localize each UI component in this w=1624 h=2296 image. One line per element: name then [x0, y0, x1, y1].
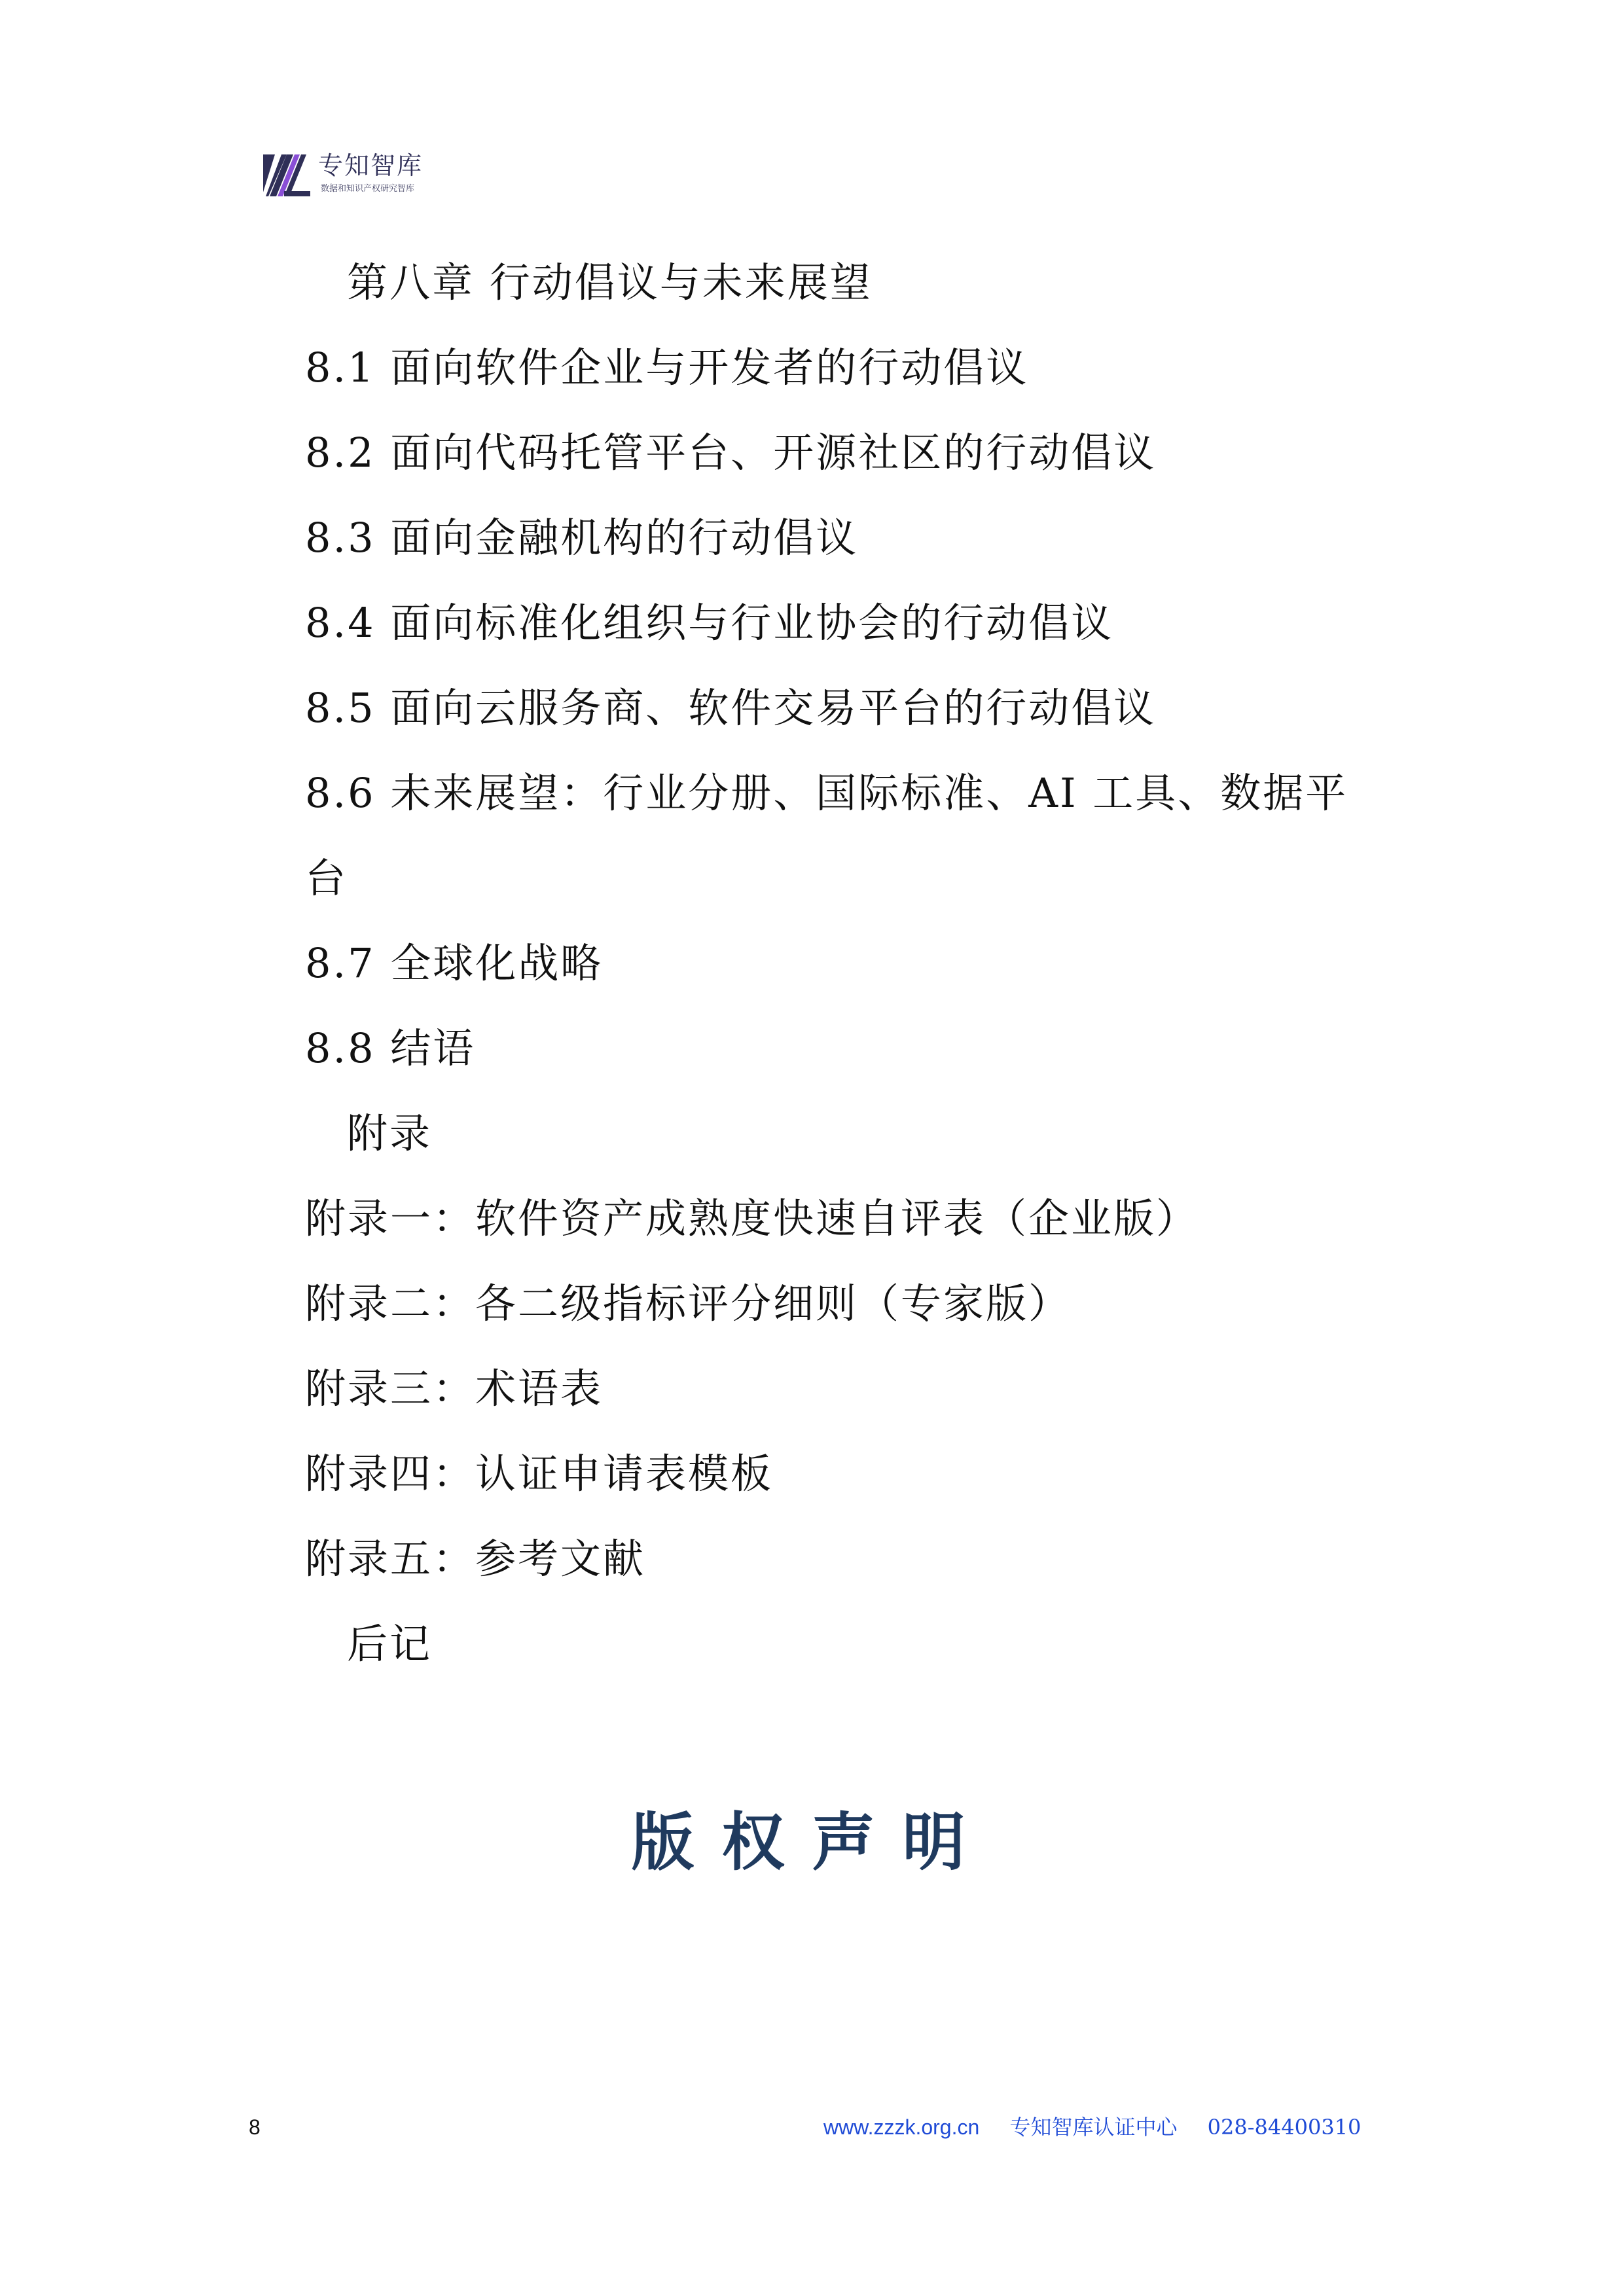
- toc-item-8-6-continuation: 台: [305, 854, 348, 902]
- toc-item-8-1: 8.1 面向软件企业与开发者的行动倡议: [305, 344, 1029, 391]
- zl-monogram-icon: [261, 149, 313, 202]
- toc-item-8-8: 8.8 结语: [305, 1024, 476, 1072]
- copyright-title: 版权声明: [631, 1806, 993, 1879]
- toc-item-8-4: 8.4 面向标准化组织与行业协会的行动倡议: [305, 599, 1114, 647]
- toc-chapter-appendix: 附录: [347, 1109, 433, 1157]
- toc-chapter-8: 第八章 行动倡议与未来展望: [347, 259, 873, 306]
- toc-item-8-5: 8.5 面向云服务商、软件交易平台的行动倡议: [305, 684, 1157, 732]
- toc-appendix-3: 附录三：术语表: [305, 1365, 604, 1412]
- toc-item-8-7: 8.7 全球化战略: [305, 939, 604, 987]
- toc-appendix-5: 附录五：参考文献: [305, 1535, 646, 1583]
- header-logo: [261, 149, 457, 203]
- toc-item-8-2: 8.2 面向代码托管平台、开源社区的行动倡议: [305, 429, 1157, 476]
- toc-appendix-2: 附录二：各二级指标评分细则（专家版）: [305, 1280, 1072, 1327]
- footer-contact: [823, 2113, 1361, 2142]
- logo-subtitle: 数据和知识产权研究智库: [321, 184, 415, 194]
- toc-item-8-6: 8.6 未来展望：行业分册、国际标准、AI 工具、数据平: [305, 769, 1348, 817]
- footer-organization: 专知智库认证中心: [1009, 2115, 1178, 2140]
- toc-appendix-1: 附录一：软件资产成熟度快速自评表（企业版）: [305, 1194, 1199, 1242]
- toc-afterword: 后记: [347, 1620, 433, 1668]
- footer-url-link[interactable]: www.zzzk.org.cn: [823, 2115, 980, 2139]
- page-number: 8: [249, 2115, 261, 2139]
- toc-appendix-4: 附录四：认证申请表模板: [305, 1450, 774, 1498]
- footer-phone: 028-84400310: [1207, 2115, 1362, 2140]
- toc-item-8-3: 8.3 面向金融机构的行动倡议: [305, 514, 859, 562]
- logo-title: 专知智库: [318, 151, 424, 180]
